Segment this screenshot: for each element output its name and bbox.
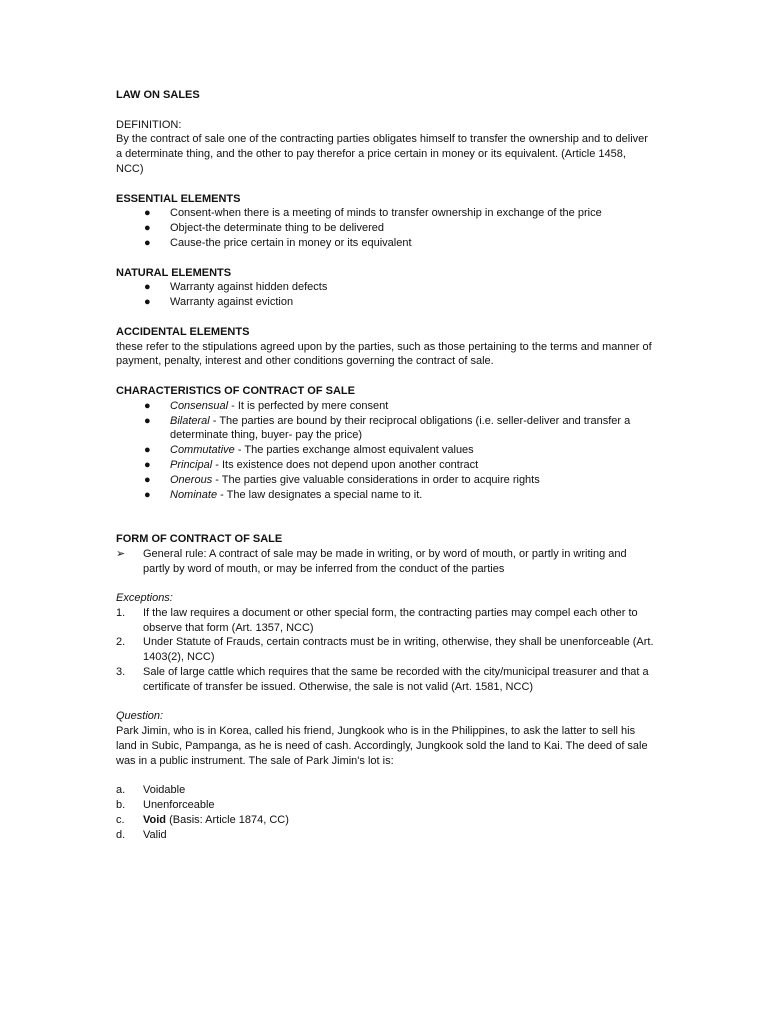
- list-item: [116, 399, 656, 414]
- list-number: 3.: [116, 666, 126, 679]
- list-item-text: Sale of large cattle which requires that the same be recorded with the city/municipal treasurer and that a certificate of transfer be issued. Otherwise, the sale is not valid (Art. 1581, NCC): [143, 666, 649, 693]
- choice-letter: c.: [116, 814, 125, 827]
- bullet-icon: ●: [144, 488, 151, 501]
- characteristic-term: Onerous: [170, 473, 213, 486]
- choice-text: Valid: [143, 828, 167, 841]
- bullet-icon: ●: [144, 444, 151, 457]
- bullet-icon: ●: [144, 473, 151, 486]
- question-text: Park Jimin, who is in Korea, called his friend, Jungkook who is in the Philippines, to ask the latter to sell his land in Subic, Pampanga, as he is need of cash. Accordingly, Jungkook sold the land to Kai. The deed of sale was in a public instrument. The sale of Park Jimin's lot is:: [116, 725, 648, 767]
- list-number: 2.: [116, 636, 126, 649]
- natural-elements-list: [116, 280, 656, 310]
- choice-text: Voidable: [143, 784, 186, 797]
- list-item: [116, 206, 656, 221]
- bullet-icon: ●: [144, 399, 151, 412]
- choice-text: (Basis: Article 1874, CC): [166, 814, 289, 827]
- essential-elements-list: [116, 206, 656, 250]
- answer-choice: [116, 828, 656, 843]
- characteristics-list: [116, 399, 656, 503]
- essential-elements-heading: ESSENTIAL ELEMENTS: [116, 192, 241, 205]
- characteristic-term: Commutative: [170, 444, 235, 457]
- characteristic-desc: - The parties give valuable considerations in order to acquire rights: [212, 473, 540, 486]
- definition-heading: DEFINITION:: [116, 118, 182, 131]
- document-page: [116, 88, 656, 843]
- characteristic-desc: - It is perfected by mere consent: [228, 399, 389, 412]
- bullet-icon: ●: [144, 236, 151, 249]
- bullet-icon: ●: [144, 414, 151, 427]
- characteristics-heading: CHARACTERISTICS OF CONTRACT OF SALE: [116, 384, 355, 397]
- choice-letter: d.: [116, 828, 126, 841]
- list-item: [116, 236, 656, 251]
- characteristic-term: Principal: [170, 458, 213, 471]
- list-item-text: Consent-when there is a meeting of minds to transfer ownership in exchange of the price: [170, 207, 602, 220]
- list-item: [116, 458, 656, 473]
- choice-letter: a.: [116, 784, 126, 797]
- list-item: [116, 280, 656, 295]
- list-item: [116, 665, 656, 695]
- characteristic-term: Nominate: [170, 488, 218, 501]
- list-item-text: Under Statute of Frauds, certain contracts must be in writing, otherwise, they shall be unenforceable (Art. 1403(2), NCC): [143, 636, 654, 664]
- arrow-bullet-icon: ➢: [116, 547, 126, 560]
- list-item: [116, 606, 656, 636]
- answer-choice: [116, 798, 656, 813]
- general-rule-item: [116, 547, 656, 577]
- list-item: [116, 635, 656, 665]
- accidental-elements-heading: ACCIDENTAL ELEMENTS: [116, 325, 250, 338]
- characteristic-desc: - The parties exchange almost equivalent values: [234, 444, 474, 457]
- bullet-icon: ●: [144, 281, 151, 294]
- characteristic-desc: - The law designates a special name to it.: [217, 488, 423, 501]
- list-item: [116, 473, 656, 488]
- form-heading: FORM OF CONTRACT OF SALE: [116, 532, 283, 545]
- characteristic-desc: - Its existence does not depend upon another contract: [212, 458, 479, 471]
- accidental-elements-text: these refer to the stipulations agreed upon by the parties, such as those pertaining to the terms and manner of payment, penalty, interest and other conditions governing the contract of sale.: [116, 340, 652, 368]
- exceptions-list: [116, 606, 656, 695]
- choice-bold-text: Void: [143, 814, 167, 827]
- characteristic-term: Bilateral: [170, 414, 210, 427]
- document-title: LAW ON SALES: [116, 89, 200, 101]
- characteristic-term: Consensual: [170, 399, 229, 412]
- answer-choice: [116, 813, 656, 828]
- general-rule-text: General rule: A contract of sale may be made in writing, or by word of mouth, or partly in writing and partly by word of mouth, or may be inferred from the conduct of the parties: [143, 547, 627, 575]
- list-item-text: Warranty against hidden defects: [170, 281, 328, 294]
- list-item-text: Warranty against eviction: [170, 296, 294, 309]
- list-item: [116, 221, 656, 236]
- bullet-icon: ●: [144, 458, 151, 471]
- list-item-text: Cause-the price certain in money or its equivalent: [170, 236, 412, 249]
- list-item: [116, 295, 656, 310]
- list-item-text: If the law requires a document or other special form, the contracting parties may compel each other to observe that form (Art. 1357, NCC): [143, 606, 638, 634]
- exceptions-label: Exceptions:: [116, 592, 173, 605]
- list-item: [116, 443, 656, 458]
- definition-text: By the contract of sale one of the contracting parties obligates himself to transfer the ownership and to deliver a determinate thing, and the other to pay therefor a price certain in money or its equivalent. (Article 1458, NCC): [116, 133, 648, 175]
- answer-choice: [116, 783, 656, 798]
- question-label: Question:: [116, 710, 164, 723]
- choice-letter: b.: [116, 799, 126, 812]
- list-item: [116, 414, 656, 444]
- characteristic-desc: - The parties are bound by their reciprocal obligations (i.e. seller-deliver and transfer a determinate thing, buyer- pay the price): [170, 414, 631, 442]
- choice-text: Unenforceable: [143, 799, 215, 812]
- list-item-text: Object-the determinate thing to be delivered: [170, 222, 385, 235]
- natural-elements-heading: NATURAL ELEMENTS: [116, 266, 232, 279]
- bullet-icon: ●: [144, 222, 151, 235]
- list-item: [116, 488, 656, 503]
- bullet-icon: ●: [144, 207, 151, 220]
- list-number: 1.: [116, 606, 126, 619]
- answer-choices: [116, 783, 656, 842]
- bullet-icon: ●: [144, 296, 151, 309]
